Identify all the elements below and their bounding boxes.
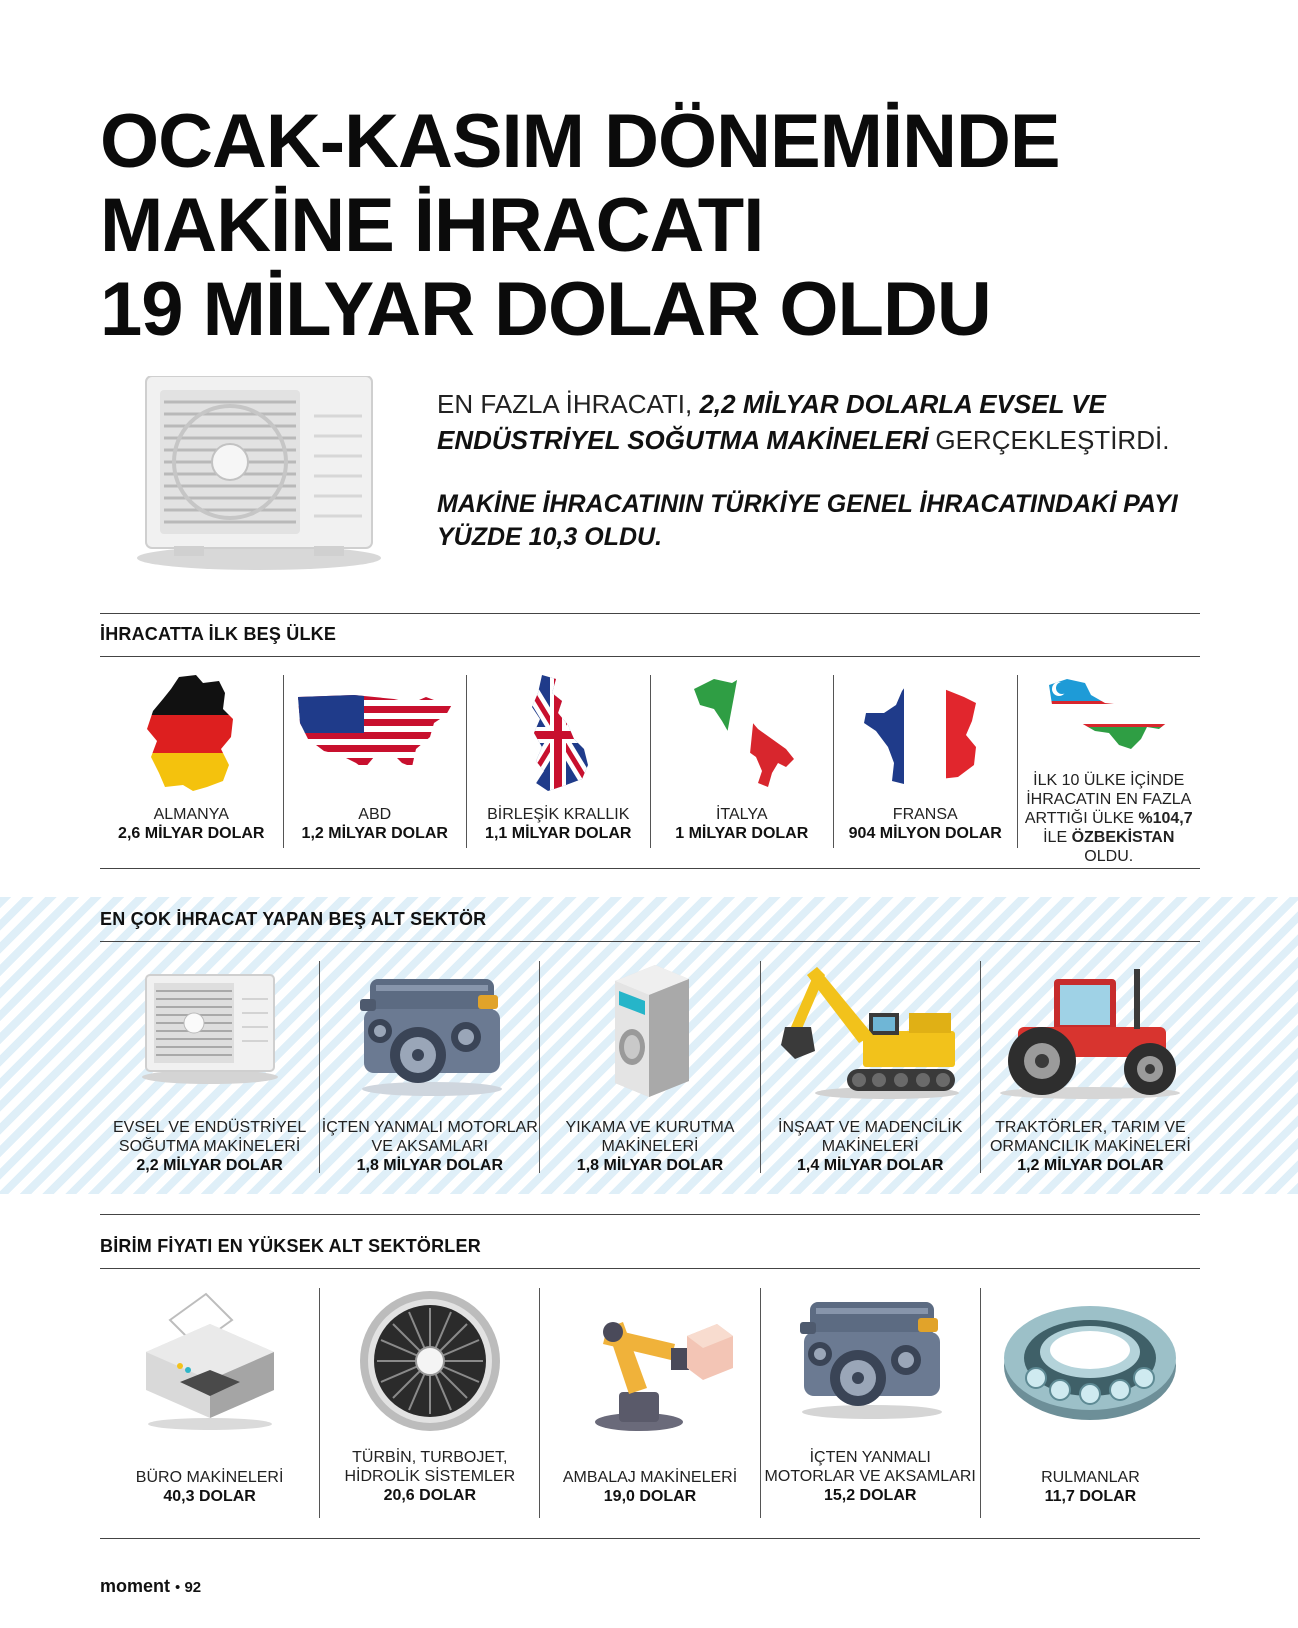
country-item [283, 675, 467, 848]
uzbekistan-flag-map-icon [1045, 675, 1173, 751]
air-conditioner-icon [140, 973, 280, 1085]
sector-line-2: SOĞUTMA MAKİNELERİ [118, 1138, 301, 1155]
unit-price-item [319, 1288, 539, 1518]
country-value: 1,2 MİLYAR DOLAR [301, 825, 448, 842]
sector-item [539, 961, 759, 1173]
engine-icon [790, 1296, 950, 1420]
country-name: ABD [358, 806, 392, 823]
country-value: 2,6 MİLYAR DOLAR [118, 825, 265, 842]
unit-price-value: 15,2 DOLAR [823, 1487, 917, 1504]
sector-line-1: İNŞAAT VE MADENCİLİK [778, 1119, 963, 1136]
sector-item [100, 961, 319, 1173]
note-line-4-prefix: İLE [1043, 829, 1072, 846]
intro-p1-suffix: GERÇEKLEŞTİRDİ. [928, 425, 1170, 455]
sector-item [760, 961, 980, 1173]
usa-flag-map-icon [294, 693, 456, 777]
title-line-1: OCAK-KASIM DÖNEMİNDE [100, 99, 1060, 184]
intro-p1-highlight: 2,2 MİLYAR DOLARLA EVSEL VE ENDÜSTRİYEL SOĞUTMA MAKİNELERİ [437, 389, 1106, 455]
unit-price-item [760, 1288, 980, 1518]
country-value: 1,1 MİLYAR DOLAR [485, 825, 632, 842]
unit-price-line-2: AMBALAJ MAKİNELERİ [562, 1469, 738, 1486]
engine-icon [350, 973, 510, 1097]
sectors-row [100, 961, 1200, 1173]
sector-line-2: ORMANCILIK MAKİNELERİ [989, 1138, 1191, 1155]
title-line-3: 19 MİLYAR DOLAR OLDU [100, 267, 991, 352]
germany-flag-map-icon [141, 675, 241, 793]
sectors-section-title: EN ÇOK İHRACAT YAPAN BEŞ ALT SEKTÖR [100, 909, 487, 929]
note-line-3 [1018, 809, 1201, 828]
page-number: 92 [184, 1579, 202, 1596]
unit-price-line-1: TÜRBİN, TURBOJET, [352, 1449, 508, 1466]
divider [100, 1538, 1200, 1539]
country-name: BİRLEŞİK KRALLIK [487, 806, 630, 823]
italy-flag-map-icon [686, 675, 798, 793]
note-line-1: İLK 10 ÜLKE İÇİNDE [1033, 772, 1185, 789]
brand-logo: moment [100, 1576, 171, 1596]
note-line-4-suffix: OLDU. [1084, 848, 1134, 865]
unit-price-value: 40,3 DOLAR [163, 1488, 256, 1505]
footer [100, 1576, 201, 1597]
robotic-arm-icon [565, 1288, 735, 1434]
country-item [100, 675, 283, 848]
unit-price-item [100, 1288, 319, 1518]
note-percentage: %104,7 [1138, 810, 1193, 827]
intro-text [437, 386, 1197, 584]
sector-value: 1,4 MİLYAR DOLAR [797, 1157, 944, 1174]
turbine-icon [357, 1288, 503, 1434]
washing-machine-icon [605, 961, 695, 1101]
unit-price-line-1: İÇTEN YANMALI [809, 1449, 931, 1466]
sector-line-2: MAKİNELERİ [821, 1138, 919, 1155]
intro-paragraph-1 [437, 386, 1197, 458]
unit-price-value: 20,6 DOLAR [383, 1487, 477, 1504]
sector-line-1: İÇTEN YANMALI MOTORLAR [321, 1119, 538, 1136]
intro-p1-prefix: EN FAZLA İHRACATI, [437, 389, 700, 419]
sector-line-1: TRAKTÖRLER, TARIM VE [995, 1119, 1186, 1136]
country-name: FRANSA [892, 806, 958, 823]
unit-price-line-2: RULMANLAR [1041, 1469, 1140, 1486]
sector-line-2: MAKİNELERİ [601, 1138, 699, 1155]
sector-line-2: VE AKSAMLARI [371, 1138, 489, 1155]
country-item [466, 675, 650, 848]
note-line-3-prefix: ARTTIĞI ÜLKE [1024, 810, 1139, 827]
footer-separator-icon: • [175, 1579, 185, 1596]
unit-price-item [980, 1288, 1200, 1518]
divider [100, 868, 1200, 869]
unit-price-line-2: BÜRO MAKİNELERİ [135, 1469, 284, 1486]
title-line-2: MAKİNE İHRACATI [100, 183, 764, 268]
unit-price-value: 11,7 DOLAR [1044, 1488, 1137, 1505]
unit-price-line-2: HİDROLİK SİSTEMLER [344, 1468, 516, 1485]
divider [100, 1268, 1200, 1269]
country-item [650, 675, 834, 848]
sector-value: 2,2 MİLYAR DOLAR [136, 1157, 283, 1174]
countries-row [100, 675, 1200, 865]
air-conditioner-icon [134, 376, 384, 572]
country-value: 1 MİLYAR DOLAR [675, 825, 809, 842]
countries-section-title: İHRACATTA İLK BEŞ ÜLKE [100, 624, 337, 644]
unit-price-row [100, 1288, 1200, 1518]
uzbekistan-note [1017, 675, 1201, 865]
note-line-2: İHRACATIN EN FAZLA [1026, 791, 1192, 808]
country-name: İTALYA [715, 806, 768, 823]
france-flag-map-icon [862, 675, 988, 793]
unit-price-value: 19,0 DOLAR [603, 1488, 697, 1505]
divider [100, 613, 1200, 614]
sector-item [980, 961, 1200, 1173]
bearing-icon [1002, 1302, 1178, 1422]
intro-paragraph-2: MAKİNE İHRACATININ TÜRKİYE GENEL İHRACATINDAKİ PAYI YÜZDE 10,3 OLDU. [437, 490, 1178, 551]
country-item [833, 675, 1017, 848]
sector-value: 1,8 MİLYAR DOLAR [356, 1157, 503, 1174]
divider [100, 656, 1200, 657]
country-value: 904 MİLYON DOLAR [848, 825, 1002, 842]
sector-value: 1,8 MİLYAR DOLAR [576, 1157, 724, 1174]
country-name: ALMANYA [153, 806, 229, 823]
sector-item [319, 961, 539, 1173]
tractor-icon [994, 965, 1186, 1101]
printer-icon [140, 1290, 280, 1432]
note-line-4 [1018, 828, 1201, 866]
uk-flag-map-icon [522, 675, 594, 793]
unit-price-section-title: BİRİM FİYATI EN YÜKSEK ALT SEKTÖRLER [100, 1236, 481, 1256]
note-country: ÖZBEKİSTAN [1071, 829, 1175, 846]
sector-line-1: EVSEL VE ENDÜSTRİYEL [112, 1119, 307, 1136]
unit-price-item [539, 1288, 759, 1518]
divider [100, 1214, 1200, 1215]
sector-line-1: YIKAMA VE KURUTMA [565, 1119, 735, 1136]
unit-price-line-2: MOTORLAR VE AKSAMLARI [764, 1468, 976, 1485]
excavator-icon [777, 961, 963, 1101]
divider [100, 941, 1200, 942]
sector-value: 1,2 MİLYAR DOLAR [1017, 1157, 1164, 1174]
page-title [100, 100, 1100, 352]
